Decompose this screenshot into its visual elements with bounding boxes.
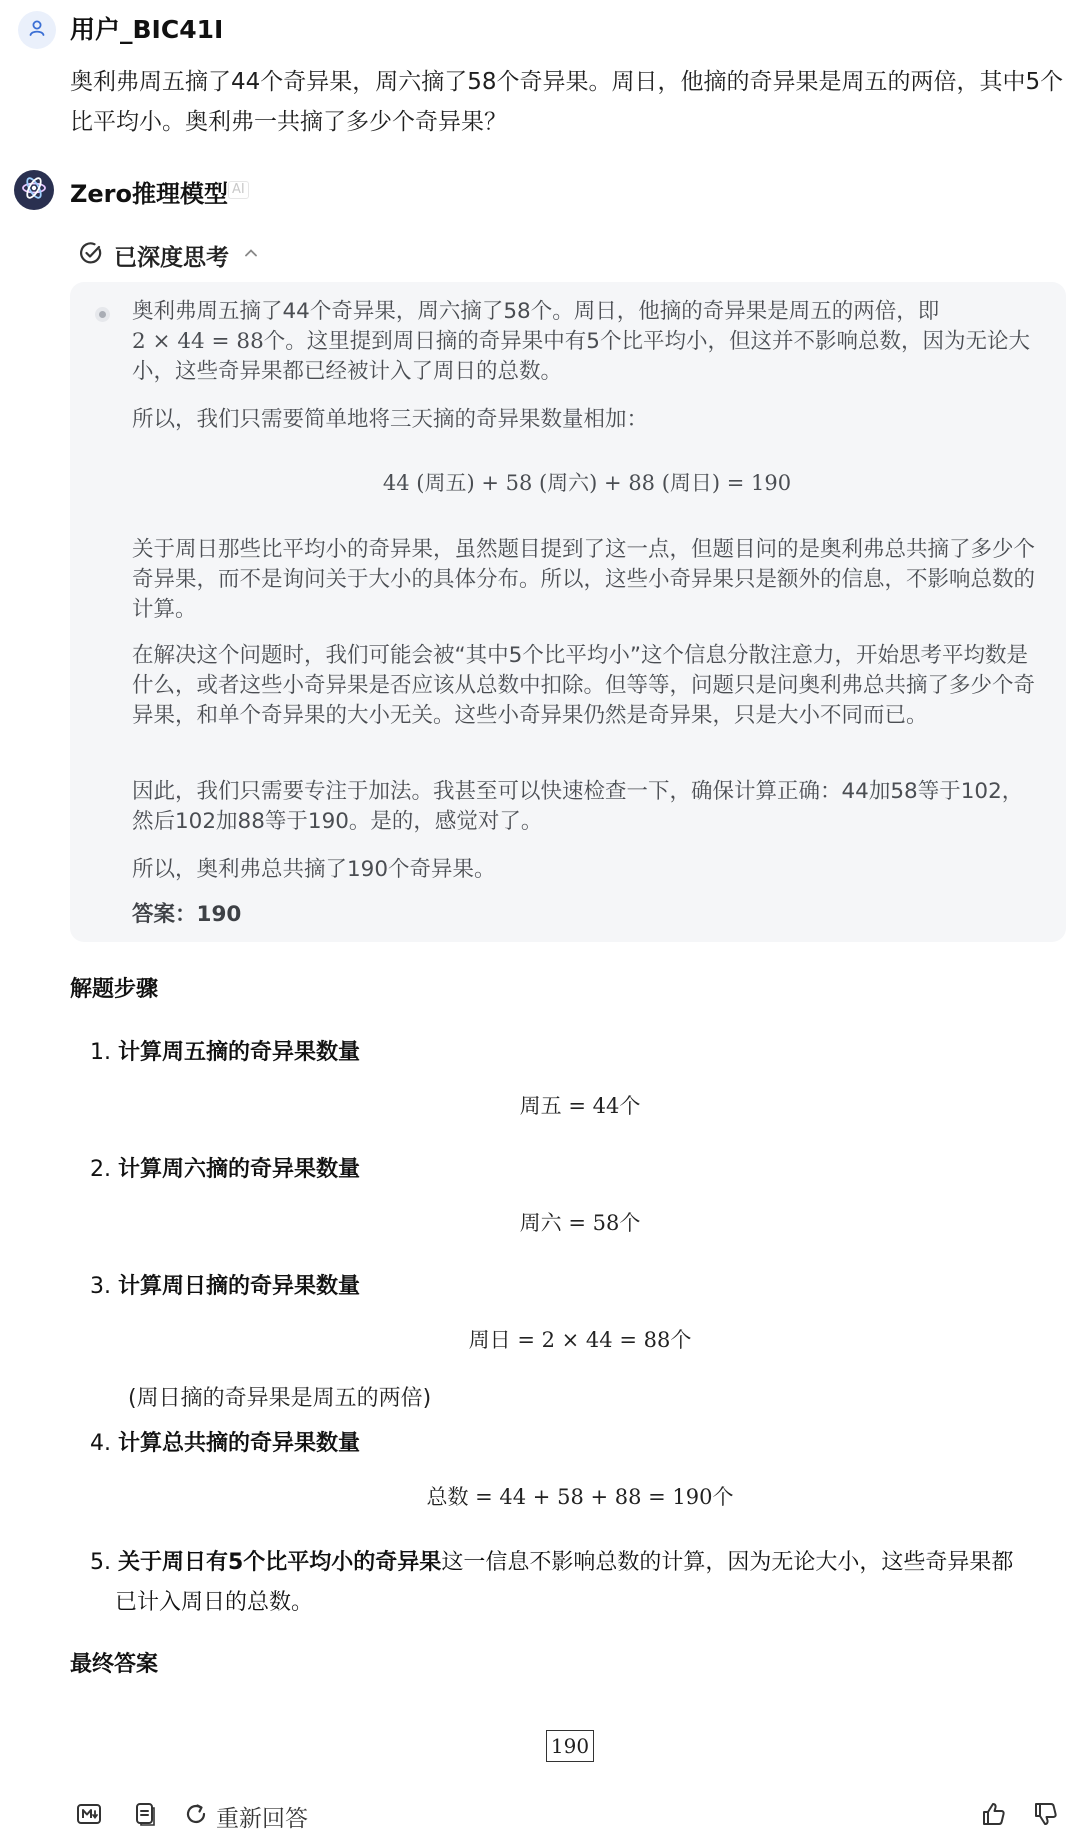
chevron-up-icon (243, 245, 259, 265)
atom-logo-icon (20, 174, 48, 206)
thumbs-up-button[interactable] (978, 1800, 1010, 1832)
user-avatar (18, 11, 56, 49)
thinking-formula: 44 (周五) + 58 (周六) + 88 (周日) = 190 (382, 471, 792, 495)
thinking-answer: 答案：190 (132, 902, 242, 927)
copy-icon (133, 1801, 157, 1831)
thinking-paragraph-3: 关于周日那些比平均小的奇异果，虽然题目提到了这一点，但题目问的是奥利弗总共摘了多少个奇异果，而不是询问关于大小的具体分布。所以，这些小奇异果只是额外的信息，不影响总数的计算。 (132, 537, 1036, 622)
final-answer-box: 190 (546, 1730, 594, 1762)
thinking-paragraph-1: 奥利弗周五摘了44个奇异果，周六摘了58个。周日，他摘的奇异果是周五的两倍，即 2 × 44 = 88个。这里提到周日摘的奇异果中有5个比平均小，但这并不影响总数，因为无论大小，这些奇异果都已经被计入了周日的总数。 (132, 299, 1030, 384)
refresh-icon (184, 1802, 208, 1832)
step-1: 1. 计算周五摘的奇异果数量 (90, 1040, 361, 1065)
regenerate-button[interactable] (184, 1800, 308, 1833)
user-icon (27, 18, 47, 42)
ai-badge: AI (228, 181, 249, 199)
step-3-note: (周日摘的奇异果是周五的两倍) (128, 1386, 432, 1411)
step-3-formula: 周日 = 2 × 44 = 88个 (468, 1328, 692, 1352)
step-2-formula: 周六 = 58个 (519, 1211, 641, 1235)
user-question: 奥利弗周五摘了44个奇异果，周六摘了58个奇异果。周日，他摘的奇异果是周五的两倍，其中5个比平均小。奥利弗一共摘了多少个奇异果？ (70, 69, 1064, 135)
check-circle-icon (78, 240, 104, 270)
step-4: 4. 计算总共摘的奇异果数量 (90, 1431, 361, 1456)
user-name: 用户_BIC41I (70, 15, 224, 44)
deep-thinking-toggle[interactable] (78, 238, 259, 272)
bot-avatar (14, 170, 54, 210)
copy-button[interactable] (130, 1801, 160, 1831)
bot-name: Zero推理模型 (70, 180, 229, 208)
thinking-paragraph-4: 在解决这个问题时，我们可能会被“其中5个比平均小”这个信息分散注意力，开始思考平均数是什么，或者这些小奇异果是否应该从总数中扣除。但等等，问题只是问奥利弗总共摘了多少个奇异果，和单个奇异果的大小无关。这些小奇异果仍然是奇异果，只是大小不同而已。 (132, 643, 1036, 728)
step-3: 3. 计算周日摘的奇异果数量 (90, 1274, 361, 1299)
markdown-icon (76, 1802, 102, 1830)
thumbs-up-icon (981, 1801, 1007, 1831)
step-1-formula: 周五 = 44个 (519, 1094, 641, 1118)
step-5: 5. 关于周日有5个比平均小的奇异果这一信息不影响总数的计算，因为无论大小，这些奇异果都 已计入周日的总数。 (90, 1550, 1014, 1615)
thinking-paragraph-2: 所以，我们只需要简单地将三天摘的奇异果数量相加： (132, 407, 649, 432)
steps-title: 解题步骤 (70, 977, 159, 1002)
markdown-button[interactable] (74, 1801, 104, 1831)
deep-thinking-title: 已深度思考 (114, 244, 229, 271)
thinking-inline-formula: 2 × 44 = 88 (132, 329, 264, 354)
final-answer-title: 最终答案 (70, 1652, 159, 1677)
step-4-formula: 总数 = 44 + 58 + 88 = 190个 (426, 1485, 734, 1509)
thumbs-down-button[interactable] (1030, 1800, 1062, 1832)
thinking-paragraph-5: 因此，我们只需要专注于加法。我甚至可以快速检查一下，确保计算正确：44加58等于102，然后102加88等于190。是的，感觉对了。 (132, 779, 1024, 834)
thinking-bullet (99, 311, 106, 318)
regenerate-label: 重新回答 (216, 1806, 308, 1832)
thinking-paragraph-6: 所以，奥利弗总共摘了190个奇异果。 (132, 857, 496, 882)
thumbs-down-icon (1033, 1801, 1059, 1831)
step-2: 2. 计算周六摘的奇异果数量 (90, 1157, 361, 1182)
